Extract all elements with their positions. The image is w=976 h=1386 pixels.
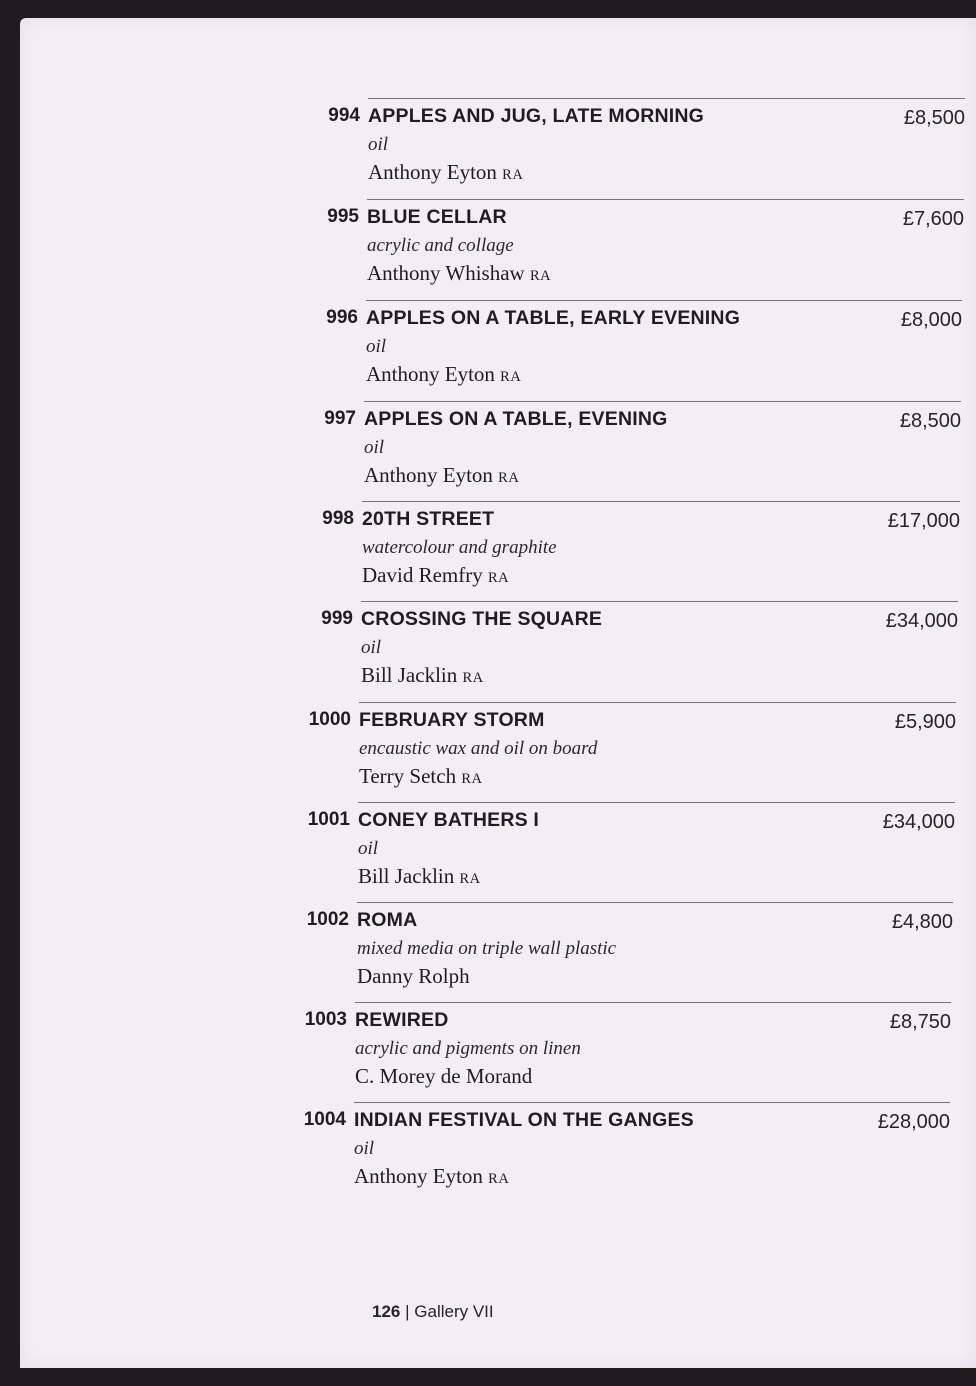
entry-title: REWIRED bbox=[355, 1009, 449, 1031]
artist-honour: RA bbox=[498, 470, 520, 486]
entry-artist bbox=[361, 663, 484, 688]
artist-name: Bill Jacklin bbox=[361, 663, 458, 687]
gallery-name: Gallery VII bbox=[414, 1302, 494, 1321]
artist-name: Anthony Eyton bbox=[364, 463, 493, 487]
entry-artist bbox=[358, 864, 481, 889]
entry-medium: encaustic wax and oil on board bbox=[359, 738, 598, 759]
entry-number: 999 bbox=[321, 608, 353, 629]
artist-name: Anthony Eyton bbox=[368, 160, 497, 184]
entry-number: 1000 bbox=[308, 709, 351, 730]
entry-price: £4,800 bbox=[891, 911, 953, 933]
entry-title: 20TH STREET bbox=[362, 508, 495, 530]
artist-name: Anthony Eyton bbox=[366, 362, 495, 386]
entry-price: £17,000 bbox=[887, 510, 960, 532]
artist-name: C. Morey de Morand bbox=[355, 1064, 533, 1088]
entry-artist bbox=[368, 160, 523, 185]
page-number: 126 bbox=[372, 1302, 401, 1321]
entry-title: BLUE CELLAR bbox=[367, 206, 507, 228]
entry-medium: oil bbox=[361, 637, 382, 658]
entry-price: £8,500 bbox=[899, 410, 961, 432]
catalogue-entry bbox=[322, 501, 960, 602]
catalogue-page bbox=[20, 18, 976, 1368]
entry-title: APPLES AND JUG, LATE MORNING bbox=[368, 105, 705, 127]
entry-medium: oil bbox=[354, 1138, 375, 1159]
entry-number: 994 bbox=[328, 105, 360, 126]
catalogue-entry bbox=[321, 601, 958, 702]
entry-number: 997 bbox=[324, 408, 356, 429]
entry-artist bbox=[367, 261, 551, 286]
artist-name: Anthony Eyton bbox=[354, 1164, 483, 1188]
entry-price: £34,000 bbox=[882, 811, 955, 833]
entry-price: £28,000 bbox=[877, 1111, 950, 1133]
entry-title: FEBRUARY STORM bbox=[359, 709, 545, 731]
footer-separator: | bbox=[405, 1302, 410, 1321]
catalogue-entry bbox=[303, 1102, 950, 1203]
entry-number: 1002 bbox=[306, 909, 349, 930]
entry-title: INDIAN FESTIVAL ON THE GANGES bbox=[354, 1109, 694, 1131]
artist-name: Bill Jacklin bbox=[358, 864, 455, 888]
entry-title: APPLES ON A TABLE, EARLY EVENING bbox=[366, 307, 741, 329]
entry-artist bbox=[362, 563, 509, 588]
entry-artist bbox=[357, 964, 470, 989]
page-footer bbox=[372, 1302, 494, 1322]
artist-honour: RA bbox=[487, 570, 510, 586]
artist-name: Danny Rolph bbox=[357, 964, 470, 988]
entry-medium: acrylic and pigments on linen bbox=[355, 1038, 581, 1059]
entry-number: 995 bbox=[327, 206, 359, 227]
entry-price: £7,600 bbox=[902, 208, 964, 230]
catalogue-entry bbox=[326, 300, 962, 401]
entry-artist bbox=[354, 1164, 509, 1189]
entry-medium: oil bbox=[368, 134, 389, 155]
artist-name: Terry Setch bbox=[359, 764, 457, 788]
entry-price: £8,500 bbox=[903, 107, 965, 129]
entry-price: £8,000 bbox=[900, 309, 962, 331]
entry-number: 1003 bbox=[304, 1009, 347, 1030]
entry-title: CONEY BATHERS I bbox=[358, 809, 540, 831]
artist-honour: RA bbox=[529, 268, 552, 284]
entry-medium: oil bbox=[358, 838, 379, 859]
artist-honour: RA bbox=[462, 670, 484, 686]
entry-number: 1001 bbox=[307, 809, 350, 830]
catalogue-entry bbox=[306, 902, 953, 1003]
entry-number: 998 bbox=[322, 508, 354, 529]
entry-medium: oil bbox=[364, 437, 385, 458]
catalogue-entry bbox=[308, 702, 956, 803]
entry-price: £5,900 bbox=[894, 711, 956, 733]
entry-artist bbox=[366, 362, 521, 387]
entry-title: ROMA bbox=[357, 909, 418, 931]
entry-artist bbox=[355, 1064, 532, 1089]
entry-medium: watercolour and graphite bbox=[362, 537, 557, 558]
entry-title: CROSSING THE SQUARE bbox=[361, 608, 603, 630]
entry-artist bbox=[359, 764, 482, 789]
entry-number: 1004 bbox=[303, 1109, 346, 1130]
artist-honour: RA bbox=[502, 167, 524, 183]
artist-name: Anthony Whishaw bbox=[367, 261, 525, 285]
artist-honour: RA bbox=[461, 771, 483, 787]
artist-honour: RA bbox=[488, 1171, 510, 1187]
artist-name: David Remfry bbox=[362, 563, 483, 587]
catalogue-entry bbox=[304, 1002, 951, 1103]
entry-price: £34,000 bbox=[885, 610, 958, 632]
catalogue-entry bbox=[327, 199, 964, 300]
catalogue-entry bbox=[324, 401, 961, 502]
artist-honour: RA bbox=[459, 871, 481, 887]
entry-medium: mixed media on triple wall plastic bbox=[357, 938, 617, 959]
catalogue-entry bbox=[328, 98, 965, 199]
entry-number: 996 bbox=[326, 307, 358, 328]
entry-medium: oil bbox=[366, 336, 387, 357]
entry-medium: acrylic and collage bbox=[367, 235, 514, 256]
entry-price: £8,750 bbox=[889, 1011, 951, 1033]
entry-title: APPLES ON A TABLE, EVENING bbox=[364, 408, 668, 430]
catalogue-entry bbox=[307, 802, 955, 903]
artist-honour: RA bbox=[500, 369, 522, 385]
entry-artist bbox=[364, 463, 519, 488]
